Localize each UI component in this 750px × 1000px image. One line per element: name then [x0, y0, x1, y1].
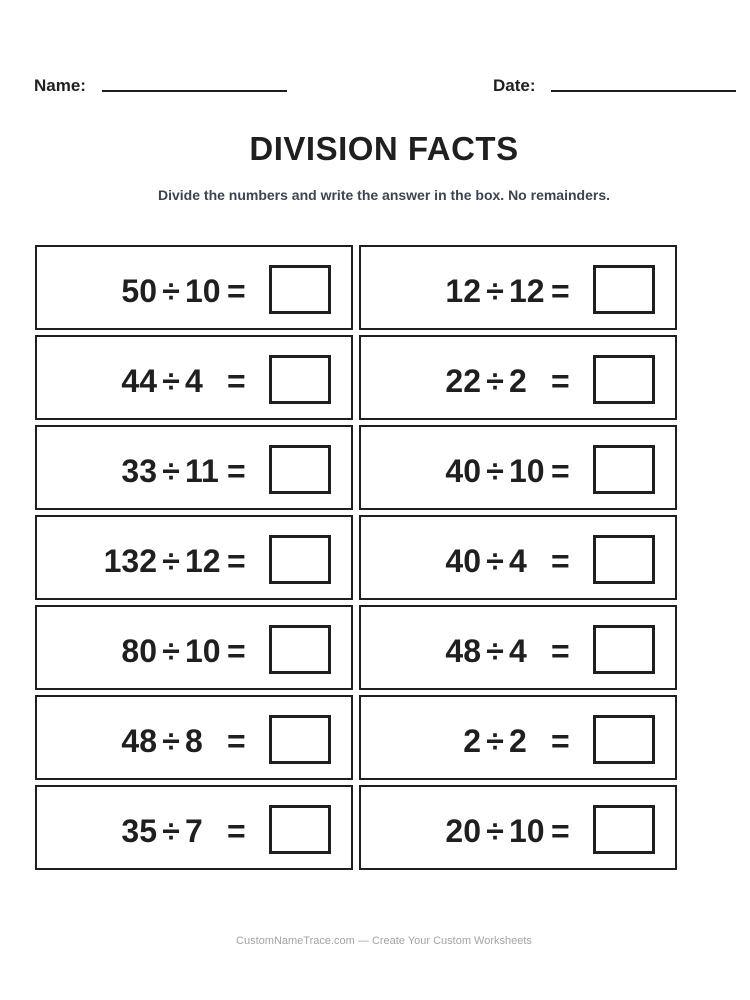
divide-sign: ÷ — [162, 723, 180, 759]
answer-box[interactable] — [269, 265, 331, 314]
division-expression — [381, 451, 569, 491]
equals-sign: = — [227, 363, 246, 399]
divide-sign: ÷ — [486, 363, 504, 399]
division-expression — [381, 541, 569, 581]
problem-cell — [359, 515, 677, 600]
dividend: 22 — [445, 363, 481, 399]
name-field-line[interactable] — [102, 90, 287, 92]
answer-box[interactable] — [593, 265, 655, 314]
date-label: Date: — [493, 76, 536, 95]
problem-cell — [359, 605, 677, 690]
divide-sign: ÷ — [486, 543, 504, 579]
division-expression — [57, 721, 245, 761]
divisor: 7 — [185, 813, 203, 849]
equals-sign: = — [551, 273, 570, 309]
divisor: 4 — [509, 543, 527, 579]
divisor: 10 — [185, 273, 221, 309]
dividend: 48 — [121, 723, 157, 759]
divisor: 4 — [185, 363, 203, 399]
answer-box[interactable] — [593, 805, 655, 854]
divide-sign: ÷ — [486, 723, 504, 759]
divide-sign: ÷ — [486, 633, 504, 669]
divide-sign: ÷ — [162, 363, 180, 399]
problem-cell — [35, 785, 353, 870]
division-expression — [381, 811, 569, 851]
division-expression — [381, 721, 569, 761]
header-row — [34, 76, 736, 98]
answer-box[interactable] — [593, 445, 655, 494]
problem-cell — [359, 335, 677, 420]
problem-cell — [35, 695, 353, 780]
footer-credit: CustomNameTrace.com — Create Your Custom Worksheets — [236, 935, 532, 947]
division-expression — [57, 631, 245, 671]
answer-box[interactable] — [269, 445, 331, 494]
divisor: 10 — [509, 813, 545, 849]
divide-sign: ÷ — [162, 813, 180, 849]
date-field-line[interactable] — [551, 90, 736, 92]
divide-sign: ÷ — [486, 273, 504, 309]
dividend: 50 — [121, 273, 157, 309]
problem-cell — [35, 605, 353, 690]
dividend: 44 — [121, 363, 157, 399]
problem-cell — [359, 695, 677, 780]
division-expression — [57, 361, 245, 401]
equals-sign: = — [551, 723, 570, 759]
equals-sign: = — [227, 723, 246, 759]
answer-box[interactable] — [269, 715, 331, 764]
problem-cell — [35, 335, 353, 420]
divisor: 2 — [509, 723, 527, 759]
dividend: 33 — [121, 453, 157, 489]
equals-sign: = — [227, 273, 246, 309]
dividend: 48 — [445, 633, 481, 669]
answer-box[interactable] — [269, 805, 331, 854]
dividend: 20 — [445, 813, 481, 849]
worksheet-title: DIVISION FACTS — [249, 130, 519, 167]
problem-cell — [35, 515, 353, 600]
divisor: 12 — [185, 543, 221, 579]
divisor: 4 — [509, 633, 527, 669]
answer-box[interactable] — [593, 535, 655, 584]
divide-sign: ÷ — [486, 453, 504, 489]
problem-cell — [359, 425, 677, 510]
dividend: 80 — [121, 633, 157, 669]
division-expression — [381, 271, 569, 311]
equals-sign: = — [551, 543, 570, 579]
equals-sign: = — [551, 633, 570, 669]
divide-sign: ÷ — [486, 813, 504, 849]
problem-cell — [359, 245, 677, 330]
division-expression — [57, 541, 245, 581]
equals-sign: = — [227, 633, 246, 669]
equals-sign: = — [551, 813, 570, 849]
answer-box[interactable] — [593, 625, 655, 674]
divide-sign: ÷ — [162, 543, 180, 579]
divisor: 12 — [509, 273, 545, 309]
equals-sign: = — [227, 453, 246, 489]
divide-sign: ÷ — [162, 453, 180, 489]
name-label: Name: — [34, 76, 86, 95]
answer-box[interactable] — [269, 535, 331, 584]
answer-box[interactable] — [593, 715, 655, 764]
dividend: 40 — [445, 453, 481, 489]
division-expression — [57, 811, 245, 851]
divisor: 10 — [185, 633, 221, 669]
answer-box[interactable] — [269, 625, 331, 674]
dividend: 132 — [103, 543, 157, 579]
divisor: 10 — [509, 453, 545, 489]
division-expression — [381, 361, 569, 401]
problem-cell — [35, 245, 353, 330]
dividend: 40 — [445, 543, 481, 579]
divisor: 8 — [185, 723, 203, 759]
equals-sign: = — [551, 363, 570, 399]
equals-sign: = — [227, 543, 246, 579]
answer-box[interactable] — [593, 355, 655, 404]
division-expression — [57, 451, 245, 491]
divisor: 11 — [185, 453, 219, 489]
divide-sign: ÷ — [162, 633, 180, 669]
dividend: 12 — [445, 273, 481, 309]
divide-sign: ÷ — [162, 273, 180, 309]
problem-cell — [35, 425, 353, 510]
division-expression — [57, 271, 245, 311]
answer-box[interactable] — [269, 355, 331, 404]
equals-sign: = — [227, 813, 246, 849]
divisor: 2 — [509, 363, 527, 399]
dividend: 2 — [463, 723, 481, 759]
worksheet-instructions: Divide the numbers and write the answer in the box. No remainders. — [158, 187, 610, 203]
problem-cell — [359, 785, 677, 870]
equals-sign: = — [551, 453, 570, 489]
division-expression — [381, 631, 569, 671]
dividend: 35 — [121, 813, 157, 849]
